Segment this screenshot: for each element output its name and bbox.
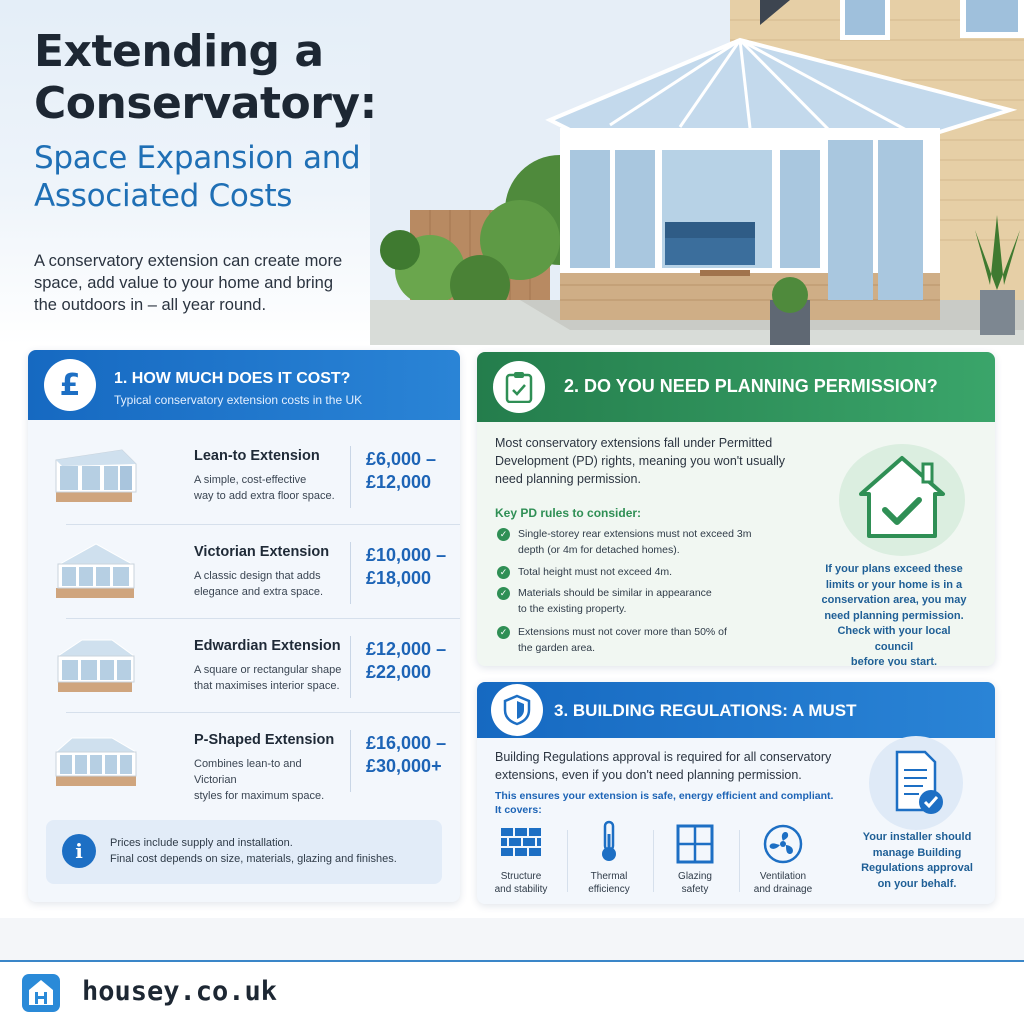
rule-text	[518, 624, 818, 656]
shield-icon	[491, 684, 543, 736]
regs-covers: It covers:	[495, 804, 542, 816]
regs-ensures: This ensures your extension is safe, energy efficient and compliant.	[495, 790, 834, 802]
reg-label	[743, 870, 823, 896]
document-check-icon	[869, 736, 963, 830]
intro-paragraph	[34, 250, 364, 316]
price-line: £18,000	[366, 568, 432, 588]
divider	[350, 636, 351, 698]
reg-label	[481, 870, 561, 896]
regs-note-line: Regulations approval	[861, 862, 973, 874]
extension-desc	[194, 662, 344, 694]
clipboard-icon	[493, 361, 545, 413]
planning-card-title: 2. DO YOU NEED PLANNING PERMISSION?	[564, 376, 938, 396]
divider	[350, 446, 351, 508]
rule-text	[518, 585, 818, 617]
rule-text	[518, 564, 818, 580]
intro-line: space, add value to your home and bring	[34, 274, 334, 292]
extension-name: Lean-to Extension	[194, 448, 320, 464]
regs-intro-line: extensions, even if you don't need planning permission.	[495, 768, 802, 782]
regs-card-header	[477, 682, 995, 738]
list-item-p-shaped	[44, 714, 460, 808]
reg-item-glazing	[655, 824, 735, 895]
reg-label-line: safety	[681, 884, 709, 895]
edwardian-conservatory-image	[52, 632, 140, 698]
list-item-edwardian	[44, 620, 460, 714]
price-line: £30,000+	[366, 756, 442, 776]
reg-label-line: and drainage	[753, 884, 813, 895]
price-line: £12,000	[366, 472, 432, 492]
row-separator	[66, 712, 460, 713]
extension-desc-line: elegance and extra space.	[194, 586, 324, 598]
house-check-icon	[839, 444, 965, 556]
regs-intro-line: Building Regulations approval is required for all conservatory	[495, 750, 832, 764]
victorian-conservatory-image	[52, 538, 140, 604]
rule-line: Materials should be similar in appearance	[518, 587, 712, 599]
reg-label-line: Ventilation	[759, 871, 807, 882]
planning-intro	[495, 434, 785, 488]
divider	[567, 830, 568, 892]
reg-label	[569, 870, 649, 896]
regs-note-line: manage Building	[872, 846, 962, 859]
page-subtitle-line-1: Space Expansion and	[34, 140, 361, 176]
reg-item-structure	[481, 824, 561, 895]
planning-note-line: need planning permission.	[824, 609, 964, 622]
planning-note-line: conservation area, you may	[821, 594, 967, 606]
reg-label	[655, 870, 735, 896]
planning-intro-line: Most conservatory extensions fall under Permitted	[495, 436, 773, 450]
brick-wall-icon	[481, 824, 561, 864]
price-line: £22,000	[366, 662, 432, 682]
planning-intro-line: need planning permission.	[495, 472, 641, 486]
planning-card-header	[477, 352, 995, 422]
reg-label-line: Thermal	[590, 871, 628, 882]
building-regs-card	[477, 682, 995, 904]
fan-icon	[743, 824, 823, 864]
check-icon: ✓	[497, 566, 510, 579]
rule-text	[518, 526, 818, 558]
p-shaped-conservatory-image	[52, 726, 140, 792]
page-title-line-2: Conservatory:	[34, 78, 377, 129]
divider	[350, 730, 351, 792]
planning-note-line: If your plans exceed these	[825, 563, 963, 575]
regs-note	[847, 830, 987, 892]
extension-desc	[194, 568, 344, 600]
planning-note	[817, 562, 971, 666]
reg-item-thermal	[569, 824, 649, 895]
page-subtitle-line-2: Associated Costs	[34, 178, 293, 214]
planning-note-line: before you start.	[850, 656, 938, 666]
reg-label-line: Structure	[500, 871, 542, 882]
house-check-badge	[839, 444, 965, 556]
price-note-line: Final cost depends on size, materials, glazing and finishes.	[110, 853, 397, 865]
list-item-lean-to	[44, 430, 460, 524]
divider	[653, 830, 654, 892]
conservatory-illustration	[370, 0, 1024, 345]
planning-note-line: limits or your home is in a	[825, 578, 963, 591]
rule-line: the garden area.	[518, 642, 596, 654]
page-title-line-1: Extending a	[34, 26, 324, 77]
planning-card	[477, 352, 995, 666]
regs-card-title: 3. BUILDING REGULATIONS: A MUST	[554, 701, 857, 720]
intro-line: the outdoors in – all year round.	[34, 296, 267, 314]
check-icon: ✓	[497, 528, 510, 541]
reg-label-line: efficiency	[588, 884, 630, 895]
regs-intro	[495, 748, 845, 784]
rule-line: Single-storey rear extensions must not exceed 3m	[518, 528, 752, 540]
window-icon	[655, 824, 735, 864]
footer-band	[0, 918, 1024, 960]
cost-card-subtitle: Typical conservatory extension costs in the UK	[114, 393, 363, 407]
extension-desc	[194, 472, 344, 504]
extension-price	[366, 732, 460, 778]
rule-line: to the existing property.	[518, 603, 627, 615]
info-icon: i	[62, 834, 96, 868]
extension-desc-line: way to add extra floor space.	[194, 490, 335, 502]
footer	[0, 960, 1024, 1024]
rule-line: depth (or 4m for detached homes).	[518, 544, 680, 556]
price-line: £12,000 –	[366, 639, 447, 659]
intro-line: A conservatory extension can create more	[34, 252, 343, 270]
price-line: £10,000 –	[366, 545, 447, 565]
brand-name: housey.co.uk	[82, 976, 278, 1007]
planning-note-line: Check with your local council	[837, 625, 951, 653]
extension-desc-line: Combines lean-to and Victorian	[194, 758, 302, 786]
planning-intro-line: Development (PD) rights, meaning you won't usually	[495, 454, 786, 468]
extension-desc-line: that maximises interior space.	[194, 680, 340, 692]
check-icon: ✓	[497, 626, 510, 639]
price-note-line: Prices include supply and installation.	[110, 837, 293, 849]
extension-desc	[194, 756, 344, 804]
cost-card-header	[28, 350, 460, 420]
extension-name: P-Shaped Extension	[194, 732, 335, 748]
divider	[739, 830, 740, 892]
pound-icon: £	[44, 359, 96, 411]
list-item-victorian	[44, 526, 460, 620]
rules-heading: Key PD rules to consider:	[495, 506, 642, 520]
price-note	[46, 820, 442, 884]
extension-price	[366, 638, 460, 684]
price-line: £6,000 –	[366, 449, 437, 469]
row-separator	[66, 524, 460, 525]
extension-desc-line: A simple, cost-effective	[194, 474, 307, 486]
regs-note-line: on your behalf.	[877, 877, 957, 890]
hero-section	[0, 0, 1024, 345]
cost-card	[28, 350, 460, 902]
extension-desc-line: A classic design that adds	[194, 570, 321, 582]
extension-price	[366, 448, 460, 494]
thermometer-icon	[569, 820, 649, 864]
check-icon: ✓	[497, 587, 510, 600]
reg-label-line: Glazing	[678, 871, 712, 882]
reg-item-ventilation	[743, 824, 823, 895]
reg-label-line: and stability	[494, 884, 548, 895]
regs-note-line: Your installer should	[862, 831, 972, 843]
extension-price	[366, 544, 460, 590]
rule-line: Extensions must not cover more than 50% of	[518, 626, 727, 638]
cost-card-title: 1. HOW MUCH DOES IT COST?	[114, 370, 351, 387]
housey-logo-icon	[22, 974, 60, 1012]
extension-desc-line: A square or rectangular shape	[194, 664, 342, 676]
document-check-badge	[869, 736, 963, 830]
lean-to-conservatory-image	[52, 442, 140, 508]
row-separator	[66, 618, 460, 619]
price-line: £16,000 –	[366, 733, 447, 753]
divider	[350, 542, 351, 604]
extension-name: Edwardian Extension	[194, 638, 341, 654]
extension-name: Victorian Extension	[194, 544, 330, 560]
rule-line: Total height must not exceed 4m.	[518, 566, 673, 578]
extension-desc-line: styles for maximum space.	[194, 790, 325, 802]
